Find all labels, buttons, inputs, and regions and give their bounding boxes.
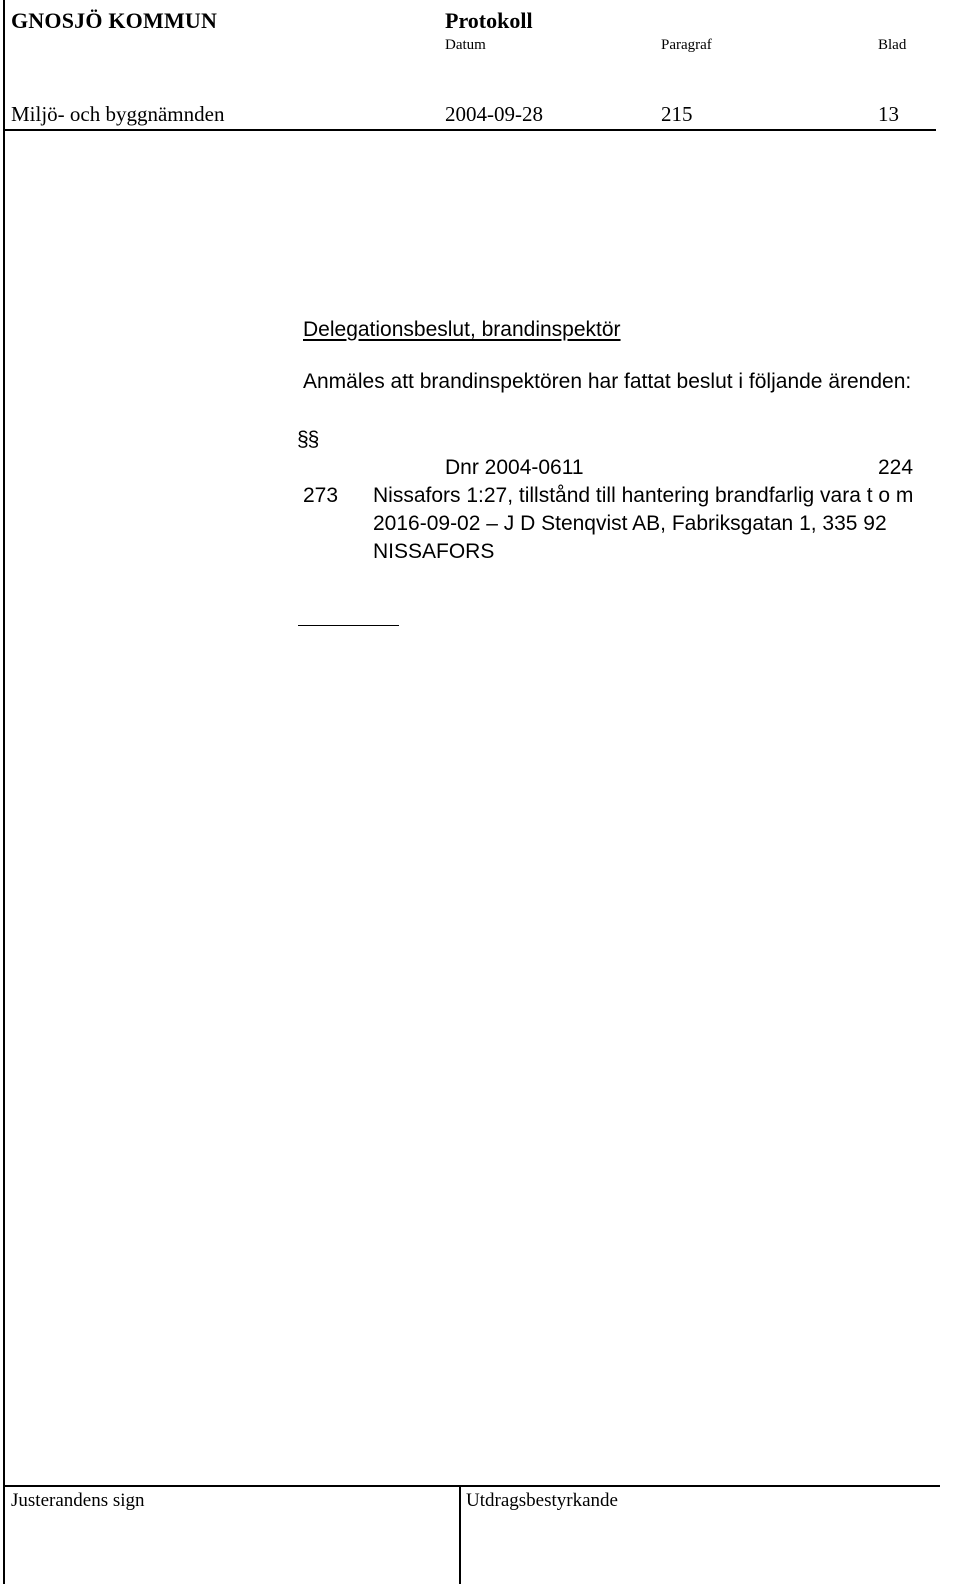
- item-text-line: Nissafors 1:27, tillstånd till hantering brandfarlig vara t o m: [373, 484, 914, 507]
- page-label: Blad: [878, 37, 907, 53]
- case-number: Dnr 2004-0611: [445, 456, 584, 479]
- subject-heading: Delegationsbeslut, brandinspektör: [303, 318, 621, 341]
- footer-divider: [3, 1485, 940, 1487]
- date-label: Datum: [445, 37, 486, 53]
- item-text-line: 2016-09-02 – J D Stenqvist AB, Fabriksgatan 1, 335 92: [373, 512, 887, 535]
- item-text-line: NISSAFORS: [373, 540, 495, 563]
- end-rule: [298, 625, 399, 626]
- footer-column-divider: [459, 1487, 461, 1584]
- section-symbol: §§: [297, 428, 319, 451]
- left-margin-rule: [3, 0, 5, 1584]
- intro-text: Anmäles att brandinspektören har fattat beslut i följande ärenden:: [303, 370, 912, 393]
- paragraph-number: 215: [661, 102, 693, 126]
- meeting-date: 2004-09-28: [445, 102, 543, 126]
- organization-name: GNOSJÖ KOMMUN: [11, 8, 218, 33]
- committee-name: Miljö- och byggnämnden: [11, 102, 225, 126]
- extract-certification-label: Utdragsbestyrkande: [466, 1490, 618, 1511]
- document-type: Protokoll: [445, 8, 533, 33]
- header-divider: [3, 129, 936, 131]
- item-number: 273: [303, 484, 339, 507]
- case-reference: 224: [878, 456, 914, 479]
- paragraph-label: Paragraf: [661, 37, 712, 53]
- page-number: 13: [878, 102, 899, 126]
- signature-label: Justerandens sign: [11, 1490, 145, 1511]
